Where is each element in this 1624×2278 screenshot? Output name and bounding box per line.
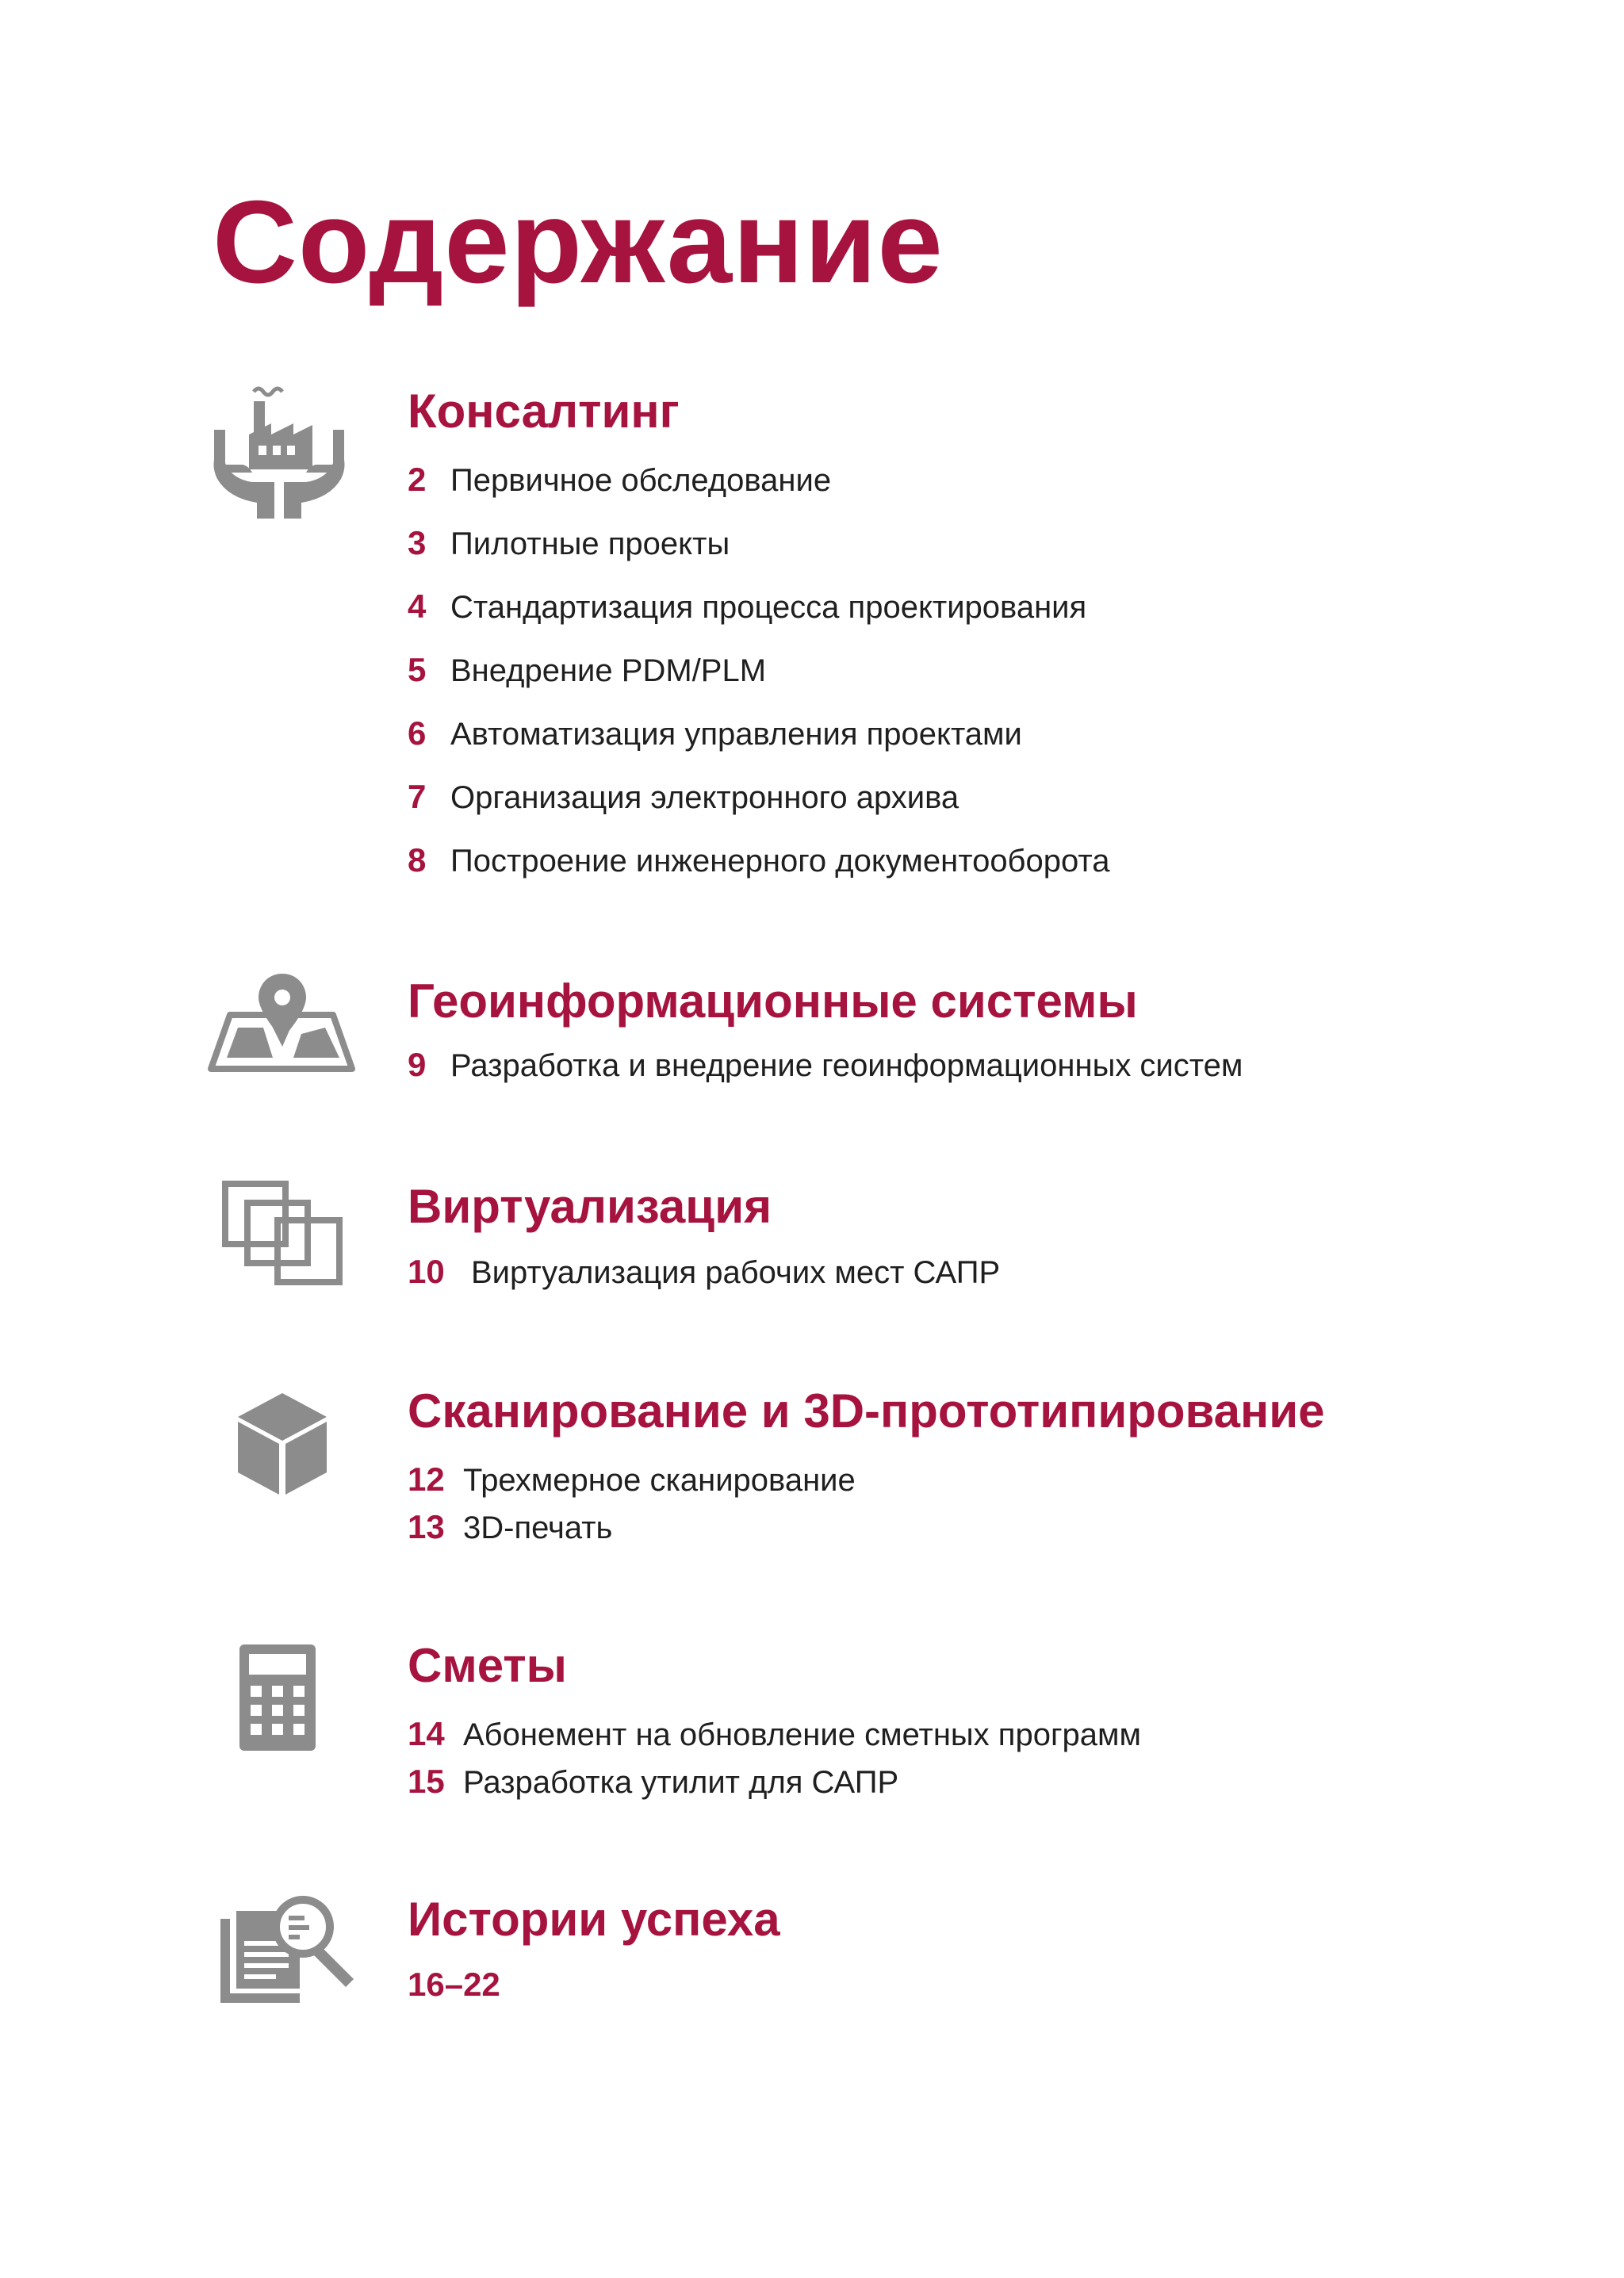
entry-title: Виртуализация рабочих мест САПР bbox=[471, 1255, 1001, 1290]
page-number: 8 bbox=[408, 841, 427, 879]
page-title: Содержание bbox=[213, 177, 944, 308]
entry-list bbox=[408, 463, 1109, 907]
entry-list bbox=[408, 1255, 1000, 1288]
section-heading: Консалтинг bbox=[408, 385, 680, 438]
calculator-icon bbox=[239, 1644, 316, 1751]
page-number: 14 bbox=[408, 1715, 445, 1752]
stacked-windows-icon bbox=[220, 1179, 344, 1287]
page-number: 10 bbox=[408, 1253, 445, 1290]
page-number: 5 bbox=[408, 651, 427, 688]
toc-entry[interactable] bbox=[408, 1048, 1243, 1112]
toc-entry[interactable] bbox=[408, 714, 1109, 780]
section-heading: Сметы bbox=[408, 1639, 567, 1692]
toc-entry[interactable] bbox=[408, 463, 1109, 526]
entry-title: Первичное обследование bbox=[450, 463, 832, 498]
entry-title: Внедрение PDM/PLM bbox=[450, 653, 767, 688]
toc-entry[interactable] bbox=[408, 1463, 856, 1510]
toc-entry[interactable] bbox=[408, 1510, 856, 1558]
section-heading: Геоинформационные системы bbox=[408, 974, 1138, 1028]
page-number: 4 bbox=[408, 588, 427, 625]
entry-title: Стандартизация процесса проектирования bbox=[450, 590, 1087, 625]
entry-title: 3D-печать bbox=[463, 1510, 613, 1545]
toc-entry[interactable] bbox=[408, 1255, 1000, 1288]
toc-entry[interactable] bbox=[408, 1968, 500, 2001]
toc-entry[interactable] bbox=[408, 1717, 1141, 1765]
toc-entry[interactable] bbox=[408, 590, 1109, 653]
page-number: 6 bbox=[408, 714, 427, 752]
toc-entry[interactable] bbox=[408, 653, 1109, 717]
section-heading: Сканирование и 3D-прототипирование bbox=[408, 1384, 1325, 1438]
map-pin-icon bbox=[206, 971, 357, 1082]
entry-title: Автоматизация управления проектами bbox=[450, 717, 1022, 752]
entry-title: Построение инженерного документооборота bbox=[450, 844, 1110, 879]
entry-list bbox=[408, 1717, 1141, 1813]
entry-title: Абонемент на обновление сметных программ bbox=[463, 1717, 1142, 1752]
page-number: 7 bbox=[408, 778, 427, 815]
page-number: 15 bbox=[408, 1763, 445, 1800]
entry-title: Организация электронного архива bbox=[450, 780, 959, 815]
toc-entry[interactable] bbox=[408, 780, 1109, 844]
page-number: 13 bbox=[408, 1508, 445, 1545]
toc-entry[interactable] bbox=[408, 526, 1109, 590]
section-heading: Виртуализация bbox=[408, 1180, 772, 1233]
cube-icon bbox=[235, 1390, 330, 1498]
page-number: 16–22 bbox=[408, 1966, 500, 2003]
section-heading: Истории успеха bbox=[408, 1893, 780, 1946]
toc-entry[interactable] bbox=[408, 1765, 1141, 1813]
page-number: 12 bbox=[408, 1461, 445, 1498]
document-magnifier-icon bbox=[216, 1892, 358, 2006]
factory-in-hands-icon bbox=[208, 384, 350, 526]
page-number: 2 bbox=[408, 461, 427, 498]
entry-title: Пилотные проекты bbox=[450, 526, 730, 561]
entry-title: Разработка утилит для САПР bbox=[463, 1765, 899, 1800]
page-number: 3 bbox=[408, 524, 427, 561]
toc-entry[interactable] bbox=[408, 841, 1110, 907]
entry-title: Разработка и внедрение геоинформационных систем bbox=[450, 1048, 1243, 1083]
entry-title: Трехмерное сканирование bbox=[463, 1463, 856, 1498]
page-number: 9 bbox=[408, 1046, 427, 1083]
entry-list bbox=[408, 1048, 1243, 1112]
entry-list bbox=[408, 1463, 856, 1558]
entry-list bbox=[408, 1968, 500, 2001]
